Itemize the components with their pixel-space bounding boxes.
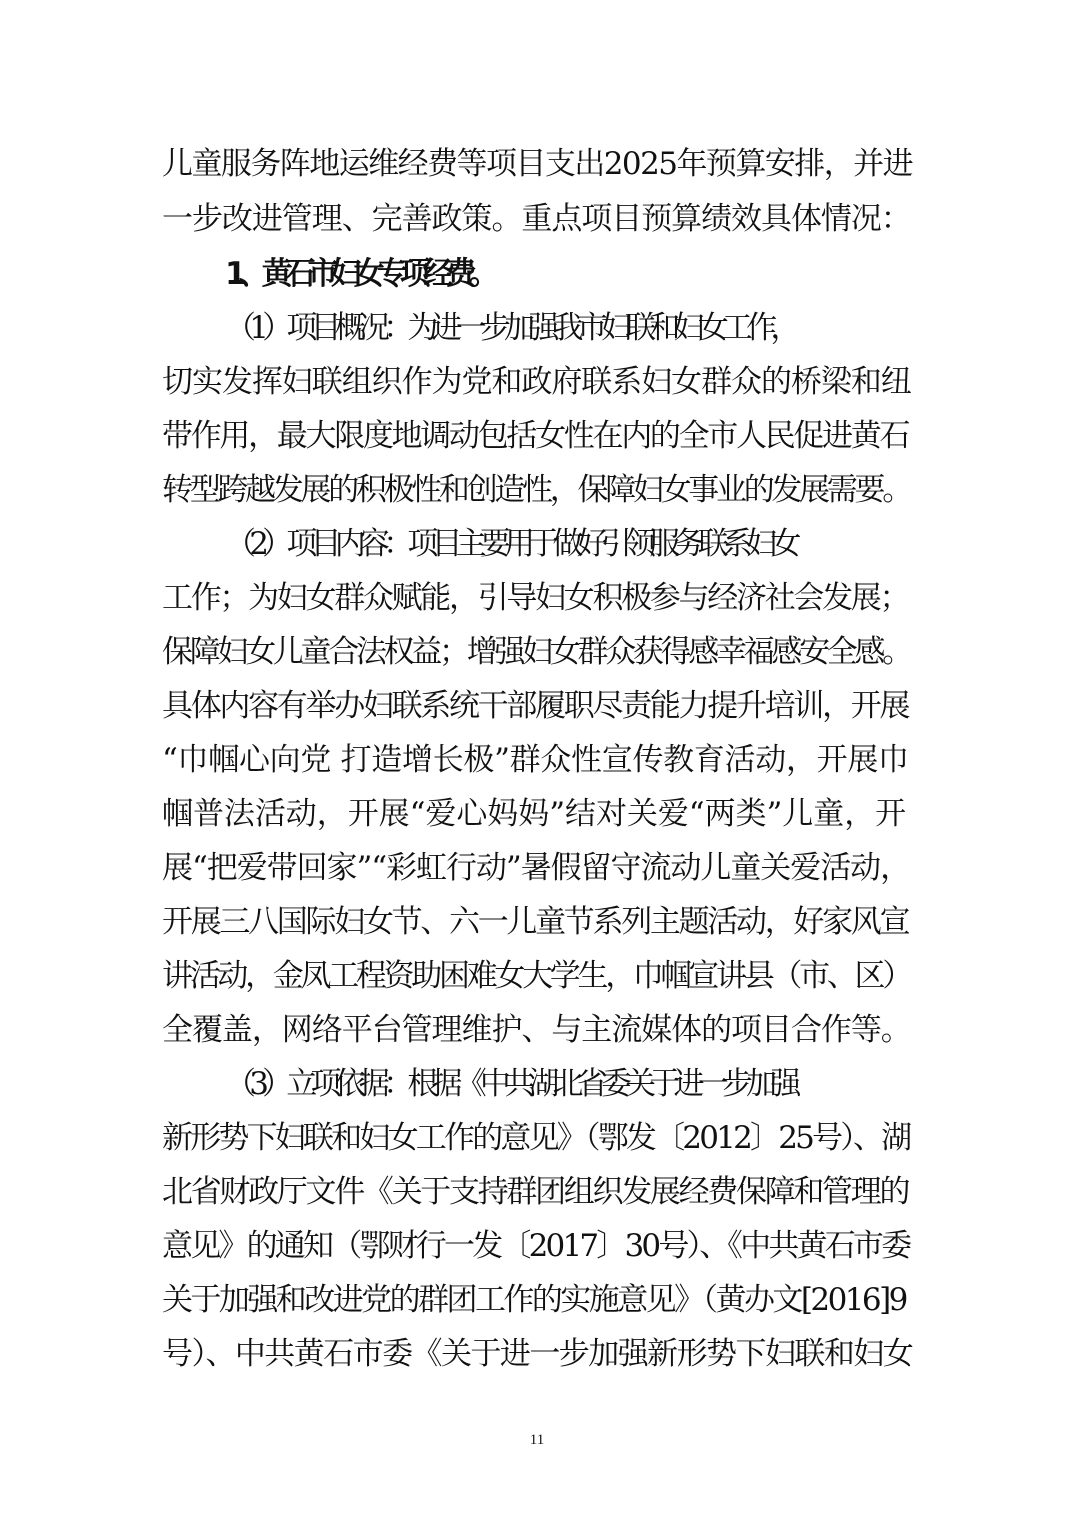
body-line: 保障妇女儿童合法权益；增强妇女群众获得感幸福感安全感。 [162, 634, 910, 670]
body-line: 儿童服务阵地运维经费等项目支出2025年预算安排，并进 [162, 146, 913, 182]
body-line: 新形势下妇联和妇女工作的意见》（鄂发〔2012〕25号）、湖 [162, 1120, 910, 1156]
body-line: （3）立项依据：根据《中共湖北省委关于进一步加强 [225, 1066, 795, 1102]
body-line: 带作用，最大限度地调动包括女性在内的全市人民促进黄石 [162, 418, 909, 454]
body-line: 帼普法活动，开展“爱心妈妈”结对关爱“两类”儿童，开 [162, 796, 907, 832]
body-line: 全覆盖，网络平台管理维护、与主流媒体的项目合作等。 [162, 1012, 911, 1048]
body-line: 一步改进管理、完善政策。重点项目预算绩效具体情况： [162, 201, 911, 237]
body-line: 意见》的通知（鄂财行一发〔2017〕30号）、《中共黄石市委 [162, 1228, 910, 1264]
body-line: “巾帼心向党 打造增长极”群众性宣传教育活动，开展巾 [162, 742, 909, 778]
body-line: 开展三八国际妇女节、六一儿童节系列主题活动，好家风宣 [162, 904, 909, 940]
body-line: 切实发挥妇联组织作为党和政府联系妇女群众的桥梁和纽 [162, 364, 911, 400]
body-line: 转型跨越发展的积极性和创造性，保障妇女事业的发展需要。 [162, 472, 910, 508]
body-line: 关于加强和改进党的群团工作的实施意见》（黄办文[2016]9 [162, 1282, 906, 1318]
body-line: 北省财政厅文件《关于支持群团组织发展经费保障和管理的 [162, 1174, 909, 1210]
body-line: （1）项目概况：为进一步加强我市妇联和妇女工作， [225, 310, 795, 346]
body-line: 具体内容有举办妇联系统干部履职尽责能力提升培训，开展 [162, 688, 909, 724]
section-heading: 1、黄石市妇女专项经费。 [225, 256, 492, 292]
body-line: 讲活动，金凤工程资助困难女大学生，巾帼宣讲县（市、区） [162, 958, 910, 994]
page-number: 11 [529, 1432, 545, 1448]
body-line: 工作；为妇女群众赋能，引导妇女积极参与经济社会发展； [162, 580, 909, 616]
body-line: （2）项目内容：项目主要用于做好引领服务联系妇女 [225, 526, 795, 562]
body-line: 号）、中共黄石市委《关于进一步加强新形势下妇联和妇女 [162, 1336, 913, 1372]
body-line: 展“把爱带回家”“彩虹行动”暑假留守流动儿童关爱活动， [162, 850, 911, 886]
